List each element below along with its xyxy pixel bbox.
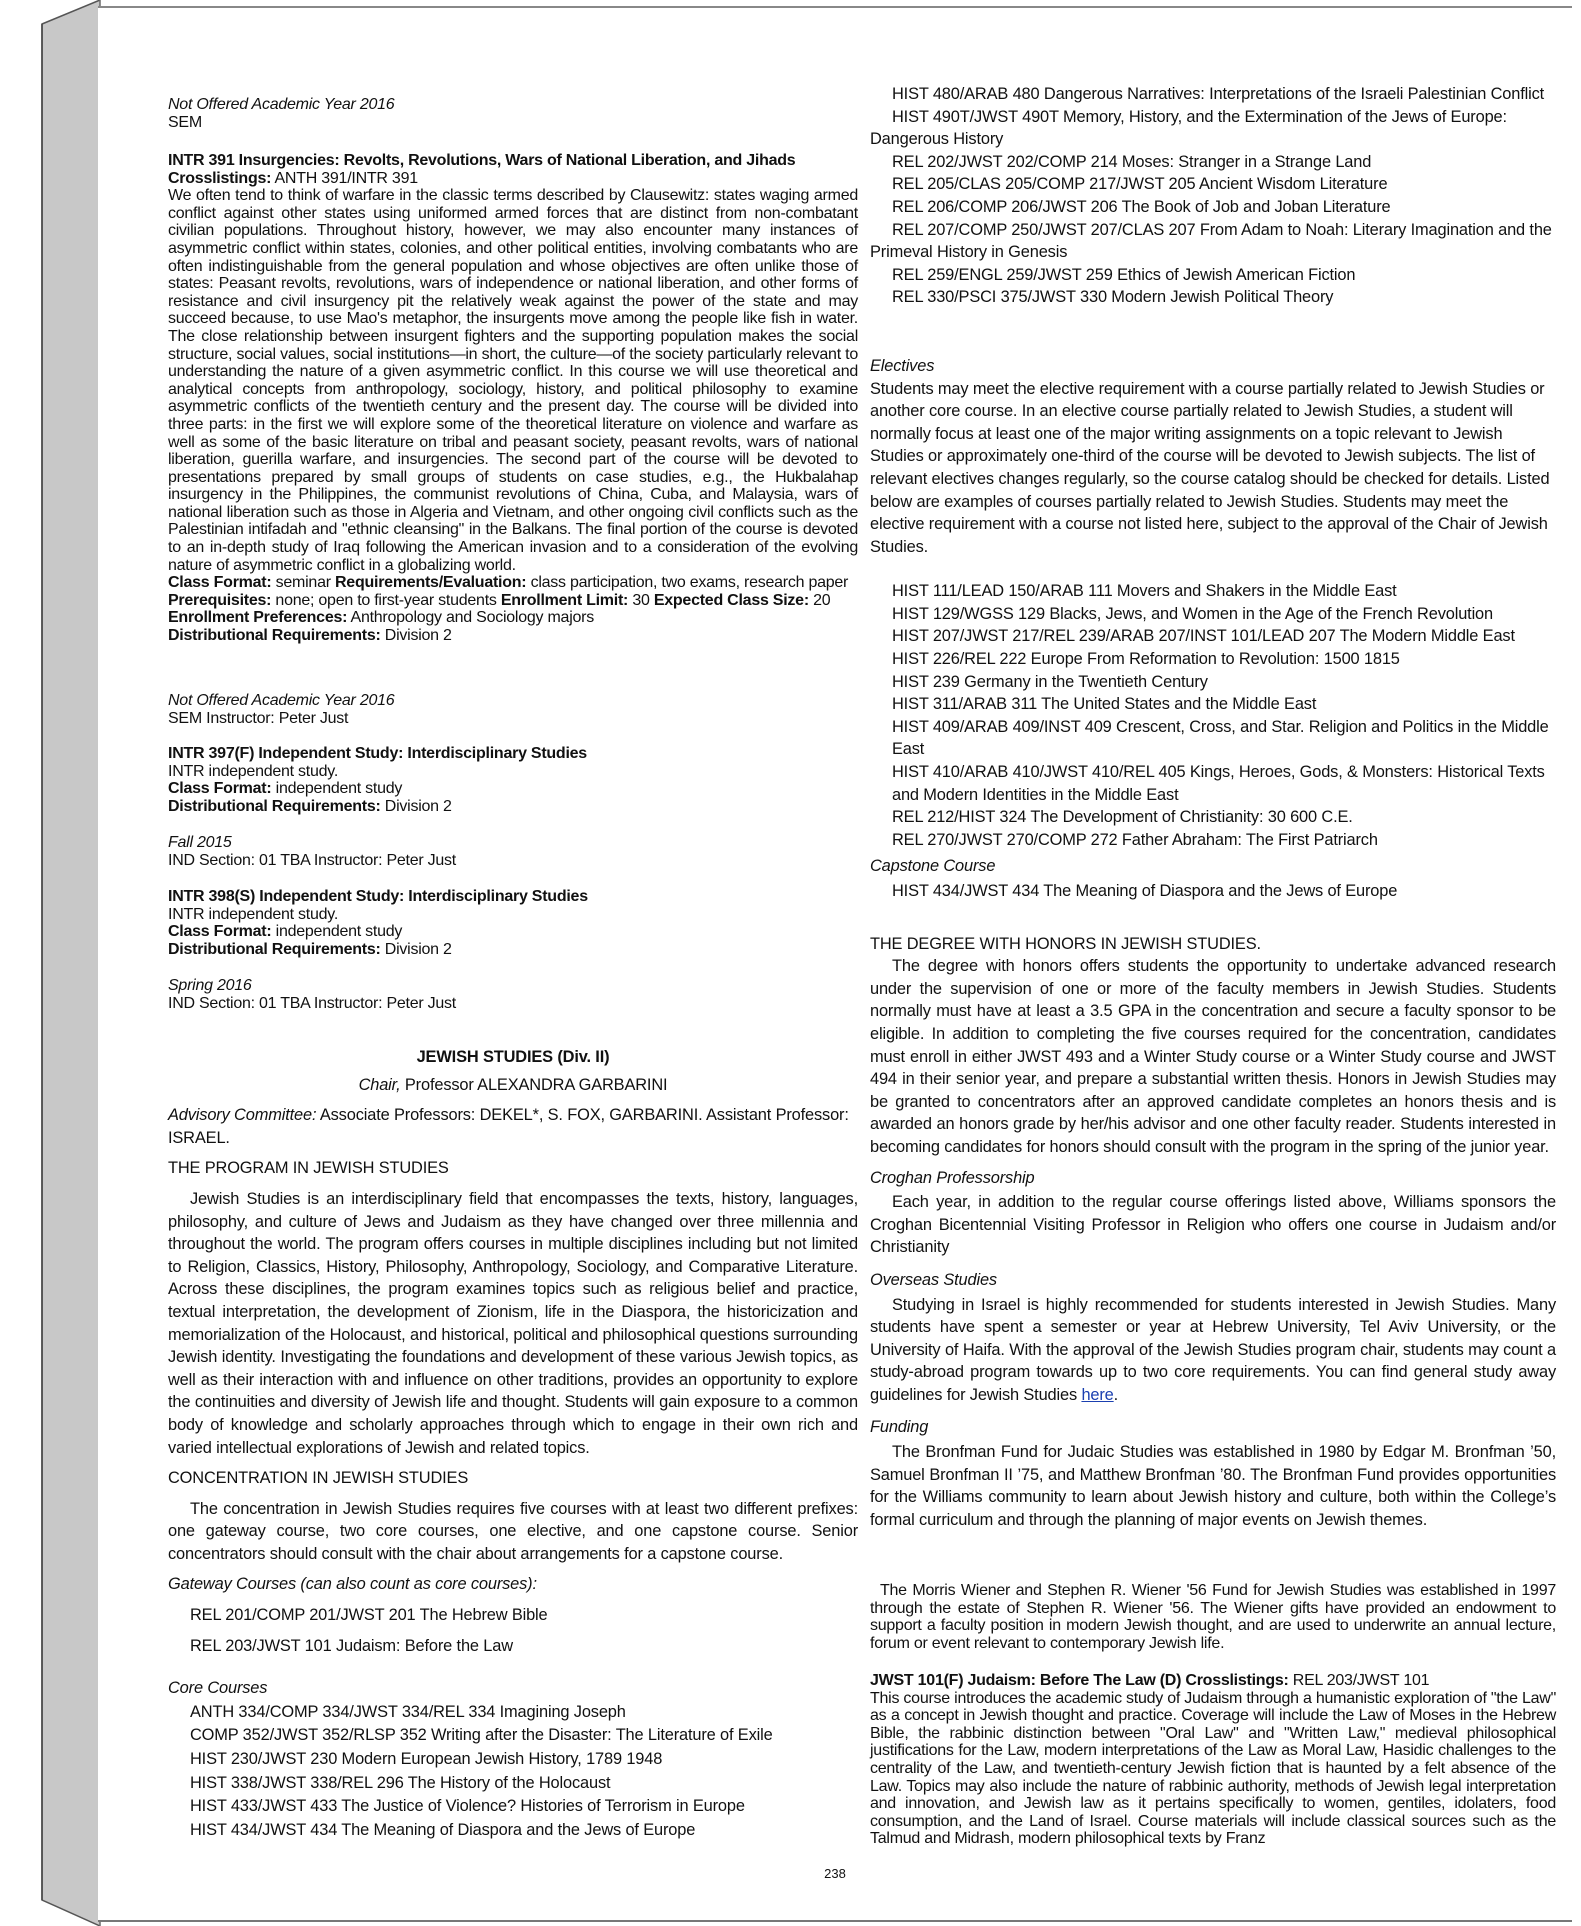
distribution-value: Division 2	[380, 940, 452, 958]
enrollment-preferences-label: Enrollment Preferences:	[168, 609, 348, 627]
funding-text: The Morris Wiener and Stephen R. Wiener '56 Fund for Jewish Studies was established in 1997 through the estate of Stephen R. Wiener '56. The Wiener gifts have provided an endowment to support a faculty position in modern Jewish thought, and are used to underwrite an annual lecture, forum or event relevant to contemporary Jewish life.	[870, 1582, 1556, 1652]
core-item: REL 259/ENGL 259/JWST 259 Ethics of Jewish American Fiction	[892, 265, 1356, 284]
chair-name: Professor ALEXANDRA GARBARINI	[400, 1075, 668, 1094]
enrollment-limit-label: Enrollment Limit:	[500, 591, 629, 609]
core-item: REL 205/CLAS 205/COMP 217/JWST 205 Ancient Wisdom Literature	[892, 175, 1388, 194]
section-label: IND Section: 01 TBA Instructor: Peter Just	[168, 994, 456, 1012]
core-item: ANTH 334/COMP 334/JWST 334/REL 334 Imagining Joseph	[190, 1702, 626, 1721]
class-size-value: 20	[808, 591, 831, 609]
elective-item: REL 270/JWST 270/COMP 272 Father Abraham: The First Patriarch	[892, 830, 1378, 849]
elective-item: HIST 111/LEAD 150/ARAB 111 Movers and Shakers in the Middle East	[892, 582, 1397, 601]
advisory-label: Advisory Committee:	[168, 1106, 317, 1125]
format-label: Class Format:	[168, 780, 272, 798]
crosslistings-value: REL 203/JWST 101	[1288, 1672, 1430, 1689]
core-item: HIST 434/JWST 434 The Meaning of Diaspora and the Jews of Europe	[190, 1820, 696, 1839]
term-label: Spring 2016	[168, 977, 252, 994]
overseas-end: .	[1113, 1385, 1119, 1404]
distribution-label: Distributional Requirements:	[168, 627, 381, 645]
capstone-item: HIST 434/JWST 434 The Meaning of Diaspora and the Jews of Europe	[892, 882, 1398, 900]
prerequisites-value: none; open to first-year students	[271, 591, 501, 609]
requirements-value: class participation, two exams, research paper	[526, 574, 849, 592]
format-value: seminar	[271, 574, 335, 592]
honors-text: The degree with honors offers students the opportunity to undertake advanced research under the supervision of one or more of the faculty members in Jewish Studies. Students normally must have at least a 3.5 GPA in the concentration and secure a faculty sponsor to be eligible. In addition to completing the five courses required for the concentration, candidates must enroll in either JWST 493 and a Winter Study course or a Winter Study course and JWST 494 in their senior year, and prepare a substantial written thesis. Honors in Jewish Studies may be granted to concentrators after an approved candidate completes an honors thesis and is awarded an honors grade by her/his advisor and one other faculty reader. Students interested in becoming candidates for honors should consult with the program in the spring of the junior year.	[870, 957, 1556, 1156]
electives-heading: Electives	[870, 356, 935, 375]
core-item: HIST 230/JWST 230 Modern European Jewish History, 1789 1948	[190, 1750, 663, 1769]
elective-item: HIST 311/ARAB 311 The United States and the Middle East	[892, 695, 1317, 714]
distribution-label: Distributional Requirements:	[168, 797, 381, 815]
elective-item: HIST 226/REL 222 Europe From Reformation to Revolution: 1500 1815	[892, 650, 1400, 669]
distribution-value: Division 2	[380, 797, 452, 815]
program-heading: THE PROGRAM IN JEWISH STUDIES	[168, 1159, 449, 1178]
enrollment-limit-value: 30	[628, 591, 654, 609]
funding-heading: Funding	[870, 1418, 929, 1437]
gateway-heading: Gateway Courses (can also count as core courses):	[168, 1575, 537, 1594]
core-item: REL 206/COMP 206/JWST 206 The Book of Job and Joban Literature	[892, 197, 1391, 216]
core-item: HIST 480/ARAB 480 Dangerous Narratives: Interpretations of the Israeli Palestinian Conflict	[892, 85, 1545, 103]
honors-heading: THE DEGREE WITH HONORS IN JEWISH STUDIES.	[870, 934, 1261, 953]
overseas-link[interactable]: here	[1081, 1385, 1114, 1404]
section-label: IND Section: 01 TBA Instructor: Peter Just	[168, 851, 456, 869]
crosslistings-value: ANTH 391/INTR 391	[271, 169, 418, 187]
gateway-item: REL 201/COMP 201/JWST 201 The Hebrew Bible	[190, 1606, 548, 1625]
course-description: INTR independent study.	[168, 762, 339, 780]
overseas-heading: Overseas Studies	[870, 1270, 997, 1289]
course-title: INTR 398(S) Independent Study: Interdisciplinary Studies	[168, 888, 588, 905]
core-item: HIST 490T/JWST 490T Memory, History, and the Extermination of the Jews of Europe: Dangerous History	[870, 107, 1507, 149]
term-label: Not Offered Academic Year 2016	[168, 96, 395, 113]
program-text: Jewish Studies is an interdisciplinary field that encompasses the texts, history, languages, philosophy, and culture of Jews and Judaism as they have changed over three millennia and throughout the world. The program offers courses in multiple disciplines including but not limited to Religion, Classics, History, Philosophy, Anthropology, Sociology, and Comparative Literature. Across these disciplines, the program examines topics such as religious belief and practice, textual interpretation, the development of Zionism, life in the Diaspora, the historicization and memorialization of the Holocaust, and historical, political and philosophical questions surrounding Jewish identity. Investigating the foundations and development of these various Jewish topics, as well as their interaction with and influence on other traditions, provides an opportunity to explore the continuities and diversity of Jewish life and thought. Students will gain exposure to a common body of knowledge and scholarly approaches through which to engage in their own rich and varied intellectual explorations of Jewish and related topics.	[168, 1189, 858, 1457]
distribution-value: Division 2	[380, 627, 452, 645]
course-description: This course introduces the academic study of Judaism through a humanistic exploration of "the Law" as a concept in Jewish thought and practice. Coverage will include the Law of Moses in the Hebrew Bible, the rabbinic distinction between "Oral Law" and "Written Law," medieval philosophical justifications for the Law, modern interpretations of the Law as Moral Law, Hasidic challenges to the centrality of the Law, and twentieth-century Jewish fiction that is haunted by a felt absence of the Law. Topics may also include the nature of rabbinic authority, methods of Jewish legal interpretation and innovation, and Jewish law as it pertains specifically to women, gentiles, idolaters, food consumption, and the Land of Israel. Course materials will include classical sources such as the Talmud and Midrash, modern philosophical texts by Franz	[870, 1689, 1556, 1848]
course-intr397	[168, 745, 858, 815]
distribution-label: Distributional Requirements:	[168, 940, 381, 958]
core-item: REL 207/COMP 250/JWST 207/CLAS 207 From Adam to Noah: Literary Imagination and the Primeval History in Genesis	[870, 220, 1552, 262]
core-item: COMP 352/JWST 352/RLSP 352 Writing after the Disaster: The Literature of Exile	[190, 1726, 773, 1745]
core-item: REL 330/PSCI 375/JWST 330 Modern Jewish Political Theory	[892, 288, 1334, 307]
croghan-heading: Croghan Professorship	[870, 1168, 1035, 1187]
capstone-heading: Capstone Course	[870, 857, 996, 876]
crosslistings-label: Crosslistings:	[168, 169, 272, 187]
requirements-label: Requirements/Evaluation:	[335, 574, 527, 592]
course-title: JWST 101(F) Judaism: Before The Law (D) Crosslistings:	[870, 1672, 1289, 1689]
core-heading: Core Courses	[168, 1679, 268, 1698]
format-value: independent study	[271, 780, 403, 798]
course-title: INTR 397(F) Independent Study: Interdisciplinary Studies	[168, 745, 587, 762]
advisory-value: Associate Professors: DEKEL*, S. FOX, GARBARINI. Assistant Professor: ISRAEL.	[168, 1106, 849, 1147]
core-item: HIST 338/JWST 338/REL 296 The History of the Holocaust	[190, 1773, 611, 1792]
electives-text: Students may meet the elective requirement with a course partially related to Jewish Studies or another core course. In an elective course partially related to Jewish Studies, a student will normally focus at least one of the major writing assignments on a topic relevant to Jewish Studies or approximately one-third of the course will be devoted to Jewish subjects. The list of relevant electives changes regularly, so the course catalog should be checked for details. Listed below are examples of courses partially related to Jewish Studies. Students may meet the elective requirement with a course not listed here, subject to the approval of the Chair of Jewish Studies.	[870, 379, 1550, 556]
core-item: HIST 433/JWST 433 The Justice of Violence? Histories of Terrorism in Europe	[190, 1797, 745, 1816]
format-label: Class Format:	[168, 923, 272, 941]
elective-item: HIST 410/ARAB 410/JWST 410/REL 405 Kings, Heroes, Gods, & Monsters: Historical Texts and Modern Identities in the Middle East	[892, 763, 1545, 804]
enrollment-preferences-value: Anthropology and Sociology majors	[347, 609, 594, 627]
core-item: REL 202/JWST 202/COMP 214 Moses: Stranger in a Strange Land	[892, 152, 1372, 171]
course-intr398	[168, 888, 858, 958]
prerequisites-label: Prerequisites:	[168, 591, 272, 609]
course-description: We often tend to think of warfare in the classic terms described by Clausewitz: states waging armed conflict against other states using uniformed armed forces that are distinct from non-combatant civilian populations. Throughout history, however, we may also encounter many instances of asymmetric conflict within states, colonies, and other political entities, involving combatants who are often indistinguishable from the general population and whose objectives are often unlike those of states: Peasant revolts, revolutions, wars of independence or national liberation, and other forms of resistance and civil insurgency pit the relatively weak against the power of the state and may succeed because, to use Mao's metaphor, the insurgents move among the people like fish in water. The close relationship between insurgent fighters and the supporting population makes the social structure, social values, social institutions—in short, the culture—of the society particularly relevant to understanding the nature of a given asymmetric conflict. In this course we will use theoretical and analytical concepts from anthropology, sociology, history, and political philosophy to examine asymmetric conflicts of the twentieth century and the present day. The course will be divided into three parts: in the first we will explore some of the theoretical literature on violence and warfare as well as some of the basic literature on tribal and peasant society, peasant revolts, wars of national liberation, guerilla warfare, and insurgencies. The second part of the course will be devoted to presentations prepared by small groups of students on case studies, e.g., the Hukbalahap insurgency in the Philippines, the communist revolutions of China, Cuba, and Malaysia, wars of national liberation such as those in Algeria and Vietnam, and other ongoing civil conflicts such as the Palestinian intifadah and "ethnic cleansing" in the Balkans. The final portion of the course is devoted to an in-depth study of Iraq following the American invasion and to a consideration of the evolving nature of asymmetric conflict in a globalizing world.	[168, 187, 858, 574]
gateway-item: REL 203/JWST 101 Judaism: Before the Law	[190, 1636, 513, 1655]
elective-item: HIST 239 Germany in the Twentieth Century	[892, 672, 1208, 691]
concentration-heading: CONCENTRATION IN JEWISH STUDIES	[168, 1469, 469, 1488]
section-label: SEM Instructor: Peter Just	[168, 709, 349, 727]
book-spine-edge	[0, 0, 110, 1926]
course-intr391	[168, 152, 858, 645]
class-size-label: Expected Class Size:	[653, 591, 809, 609]
section-label: SEM	[168, 113, 202, 131]
elective-item: REL 212/HIST 324 The Development of Christianity: 30 600 C.E.	[892, 808, 1353, 827]
term-label: Not Offered Academic Year 2016	[168, 692, 395, 709]
croghan-text: Each year, in addition to the regular course offerings listed above, Williams sponsors the Croghan Bicentennial Visiting Professor in Religion who offers one course in Judaism and/or Christianity	[870, 1193, 1556, 1257]
concentration-text: The concentration in Jewish Studies requires five courses with at least two different prefixes: one gateway course, two core courses, one elective, and one capstone course. Senior concentrators should consult with the chair about arrangements for a capstone course.	[168, 1499, 858, 1563]
format-label: Class Format:	[168, 574, 272, 592]
document-page	[98, 6, 1572, 1922]
course-title: INTR 391 Insurgencies: Revolts, Revolutions, Wars of National Liberation, and Jihads	[168, 152, 796, 169]
page-number: 238	[824, 1866, 846, 1881]
funding-text: The Bronfman Fund for Judaic Studies was established in 1980 by Edgar M. Bronfman ’50, Samuel Bronfman II ’75, and Matthew Bronfman ’80. The Bronfman Fund provides opportunities for the Williams community to learn about Jewish history and culture, both within the College’s formal curriculum and through the planning of major events on Jewish themes.	[870, 1443, 1556, 1529]
course-description: INTR independent study.	[168, 905, 339, 923]
format-value: independent study	[271, 923, 403, 941]
chair-label: Chair,	[358, 1075, 401, 1094]
overseas-text: Studying in Israel is highly recommended for students interested in Jewish Studies. Many students have spent a semester or year at Hebrew University, Tel Aviv University, or the University of Haifa. With the approval of the Jewish Studies program chair, students may count a study-abroad program towards up to two core requirements. You can find general study away guidelines for Jewish Studies	[870, 1295, 1556, 1404]
elective-item: HIST 207/JWST 217/REL 239/ARAB 207/INST 101/LEAD 207 The Modern Middle East	[892, 627, 1515, 646]
elective-item: HIST 129/WGSS 129 Blacks, Jews, and Women in the Age of the French Revolution	[892, 604, 1493, 623]
department-heading: JEWISH STUDIES (Div. II)	[416, 1048, 610, 1066]
term-label: Fall 2015	[168, 834, 232, 851]
course-jwst101	[870, 1672, 1556, 1848]
elective-item: HIST 409/ARAB 409/INST 409 Crescent, Cross, and Star. Religion and Politics in the Middle East	[892, 717, 1549, 759]
